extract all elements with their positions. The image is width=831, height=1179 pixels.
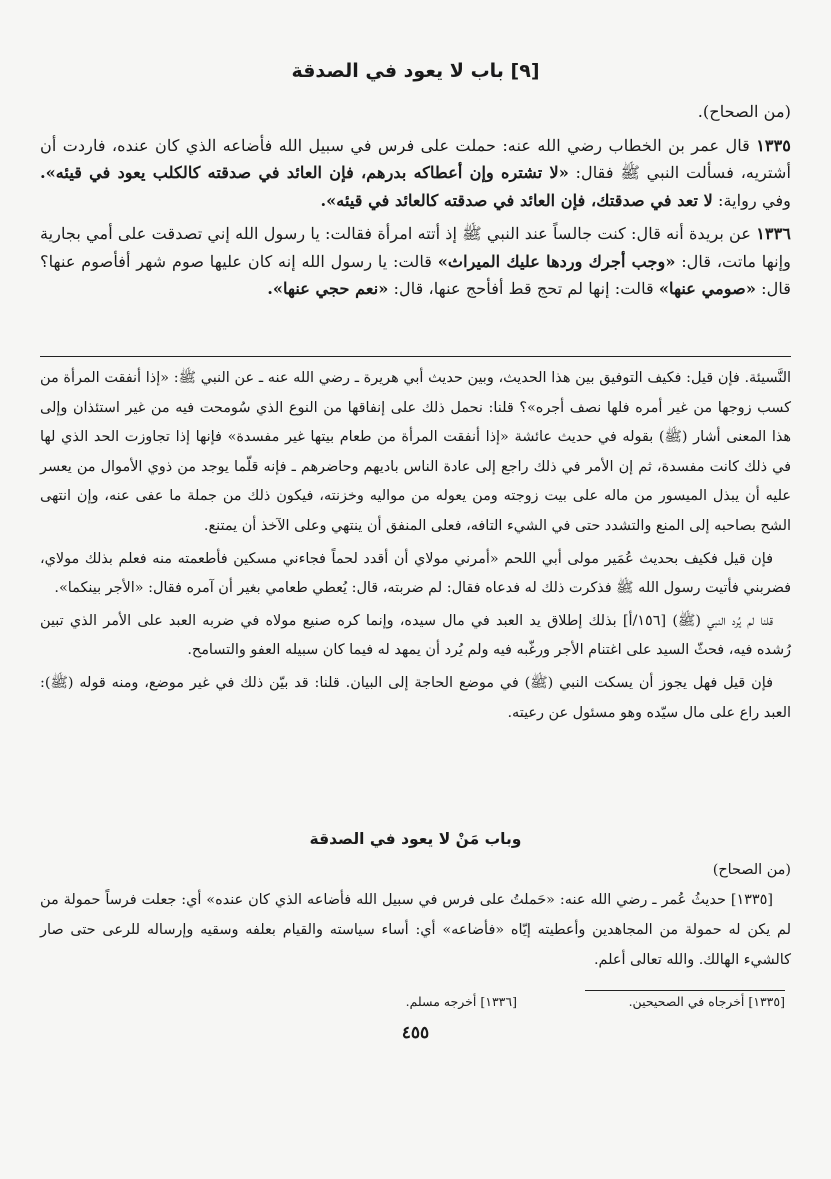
lower-commentary	[40, 855, 791, 975]
footnote-divider	[585, 990, 785, 991]
hadith-source-label: (من الصحاح).	[697, 102, 791, 121]
section-divider	[40, 356, 791, 357]
hadith-narration: قال عمر بن الخطاب رضي الله عنه: حملت على فرس في سبيل الله فأضاعه الذي كان عنده، فاردت أن أشتريه، فسألت النبي ﷺ فقال:	[40, 135, 791, 182]
sub-chapter-heading: وباب مَنْ لا يعود في الصدقة	[309, 830, 522, 848]
hadith-section	[40, 98, 791, 303]
hadith-narration: قالت: إنها لم تحج قط أفأحج عنها، قال:	[388, 279, 659, 298]
hadith-quote: «نعم حجي عنها».	[267, 279, 389, 298]
hadith-quote: «صومي عنها»	[658, 279, 756, 298]
hadith-number: ١٣٣٥	[756, 135, 791, 155]
footnote-1336: [١٣٣٦] أخرجه مسلم.	[405, 994, 517, 1009]
commentary-section	[40, 364, 791, 728]
rewaya-intro: وفي رواية:	[712, 190, 791, 210]
commentary-paragraph: النَّسيئة. فإن قيل: فكيف التوفيق بين هذا الحديث، وبين حديث أبي هريرة ـ رضي الله عنه ـ عن النبي ﷺ: «إذا أنفقت المرأة من كسب زوجها من غير أمره فلها نصف أجره»؟ قلنا: نحمل ذلك على إنفاقها من النوع الذي سُومحت فيه من غير استئذان وإلى هذا المعنى أشار (ﷺ) بقوله في حديث عائشة «إذا أنفقت المرأة من طعام بيتها غير مفسدة» فإنها إذا تجاوزت الحد الذي لها في ذلك كانت مفسدة، ثم إن الأمر في ذلك راجع إلى عادة الناس باديهم وحاضرهم ـ فإنه قلّما يوجد من ذوي الأموال من يعسر عليه أن يبذل الميسور من ماله على بيت زوجته ومن يعوله من مواليه وخزنته، فيكون ذلك من جملة ما عفى عنه، وإن انتهى الشح بصاحبه إلى المنع والتشدد حتى في الشيء التافه، فعلى المنفق أن ينتهي وعلى الآخذ أن يمتنع.	[40, 370, 791, 534]
lower-paragraph: [١٣٣٥] حديثُ عُمر ـ رضي الله عنه: «حَملتُ على فرس في سبيل الله فأضاعه الذي كان عنده» أي: جعلت فرساً حمولة من لم يكن له حمولة من المجاهدين وأعطيته إيّاه «فأضاعه» أي: أساء سياسته والقيام بعلفه وسقيه وإرساله للرعى حتى صار كالشيء الهالك. والله تعالى أعلم.	[40, 892, 791, 968]
hadith-1335	[40, 132, 791, 215]
hadith-number: ١٣٣٦	[756, 224, 791, 243]
hadith-quote: «وجب أجرك وردها عليك الميراث»	[437, 251, 676, 271]
page-number: ٤٥٥	[401, 1023, 430, 1043]
hadith-narration: عن بريدة أنه قال: كنت جالساً عند النبي ﷺ إذ أتته امرأة فقالت: يا رسول الله إني تصدقت على أمي بجارية وإنها ماتت، قال:	[40, 224, 791, 271]
rewaya-quote: لا تعد في صدقتك، فإن العائد في صدقته كالعائد في قيئه».	[320, 190, 713, 210]
commentary-paragraph: فإن قيل فهل يجوز أن يسكت النبي (ﷺ) في موضع الحاجة إلى البيان. قلنا: قد بيّن ذلك في غير موضع، ومنه قوله (ﷺ): العبد راع على مال سيّده وهو مسئول عن رعيته.	[40, 674, 791, 721]
commentary-paragraph: فإن قيل فكيف بحديث عُمَير مولى أبي اللحم «أمرني مولاي أن أقدد لحماً فجاءني مسكين فأطعمته منه فعلم بذلك مولاي، فضربني فأتيت رسول الله ﷺ فذكرت ذلك له فدعاه فقال: لم ضربته، قال: يُعطي طعامي بغير أن آمره فقال: «الأجر بينكما».	[40, 550, 791, 597]
hadith-quote: «لا تشتره وإن أعطاكه بدرهم، فإن العائد في صدقته كالكلب يعود في قيئه».	[40, 163, 569, 182]
footnote-1335: [١٣٣٥] أخرجاه في الصحيحين.	[628, 994, 785, 1009]
hadith-narration: قالت: يا رسول الله إنه كان عليها صوم شهر أفأصوم عنها؟ قال:	[40, 251, 791, 298]
chapter-heading: [٩] باب لا يعود في الصدقة	[291, 60, 540, 82]
lower-source-label: (من الصحاح)	[712, 862, 791, 878]
commentary-paragraph: قلنا لم يُرد النبي (ﷺ) [١٥٦/أ] بذلك إطلاق يد العبد في مال سيده، وإنما كره صنيع مولاه في ضربه العبد على الأمر الذي تبين رُشده فيه، فحثّ السيد على اغتنام الأجر ورغّبه فيه ولم يُرد أن يمهد له فيما كان سبيله العفو والتسامح.	[40, 612, 791, 659]
hadith-1336	[40, 220, 791, 303]
footnotes	[40, 990, 785, 1016]
document-page	[40, 0, 791, 1179]
